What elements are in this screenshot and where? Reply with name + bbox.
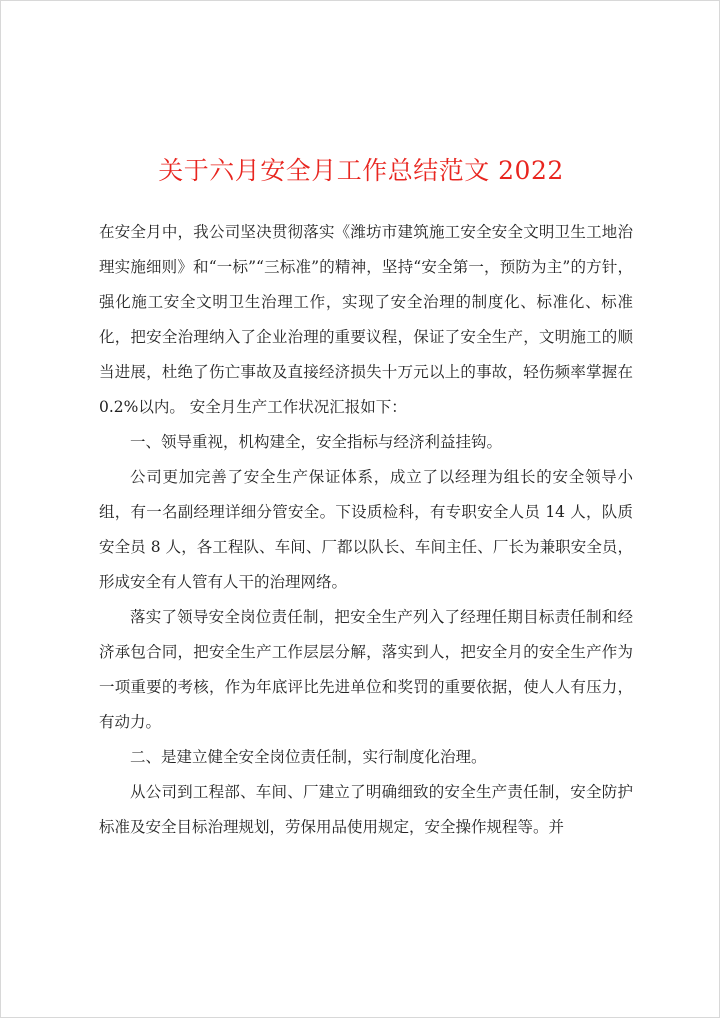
paragraph: 落实了领导安全岗位责任制，把安全生产列入了经理任期目标责任制和经济承包合同，把安全生产工作层层分解，落实到人，把安全月的安全生产作为一项重要的考核，作为年底评比先进单位和奖罚的重要依据，使人人有压力，有动力。 (99, 608, 633, 731)
paragraph: 公司更加完善了安全生产保证体系，成立了以经理为组长的安全领导小组，有一名副经理详细分管安全。下设质检科，有专职安全人员 14 人，队质安全员 8 人，各工程队、车间、厂都以队长、车间主任、厂长为兼职安全员，形成安全有人管有人干的治理网络。 (99, 468, 633, 591)
document-title: 关于六月安全月工作总结范文 2022 (158, 156, 564, 185)
document-body (99, 215, 633, 845)
paragraph: 从公司到工程部、车间、厂建立了明确细致的安全生产责任制，安全防护标准及安全目标治理规划，劳保用品使用规定，安全操作规程等。并 (99, 783, 633, 836)
section-heading-2: 二、是建立健全安全岗位责任制，实行制度化治理。 (130, 748, 487, 766)
paragraph-intro: 在安全月中，我公司坚决贯彻落实《潍坊市建筑施工安全安全文明卫生工地治理实施细则》和“一标”“三标准”的精神，坚持“安全第一，预防为主”的方针，强化施工安全文明卫生治理工作，实现了安全治理的制度化、标准化、标准化，把安全治理纳入了企业治理的重要议程，保证了安全生产，文明施工的顺当进展，杜绝了伤亡事故及直接经济损失十万元以上的事故，轻伤频率掌握在 0.2%以内。 安全月生产工作状况汇报如下： (99, 223, 633, 416)
section-heading-1: 一、领导重视，机构建全，安全指标与经济利益挂钩。 (130, 433, 503, 451)
